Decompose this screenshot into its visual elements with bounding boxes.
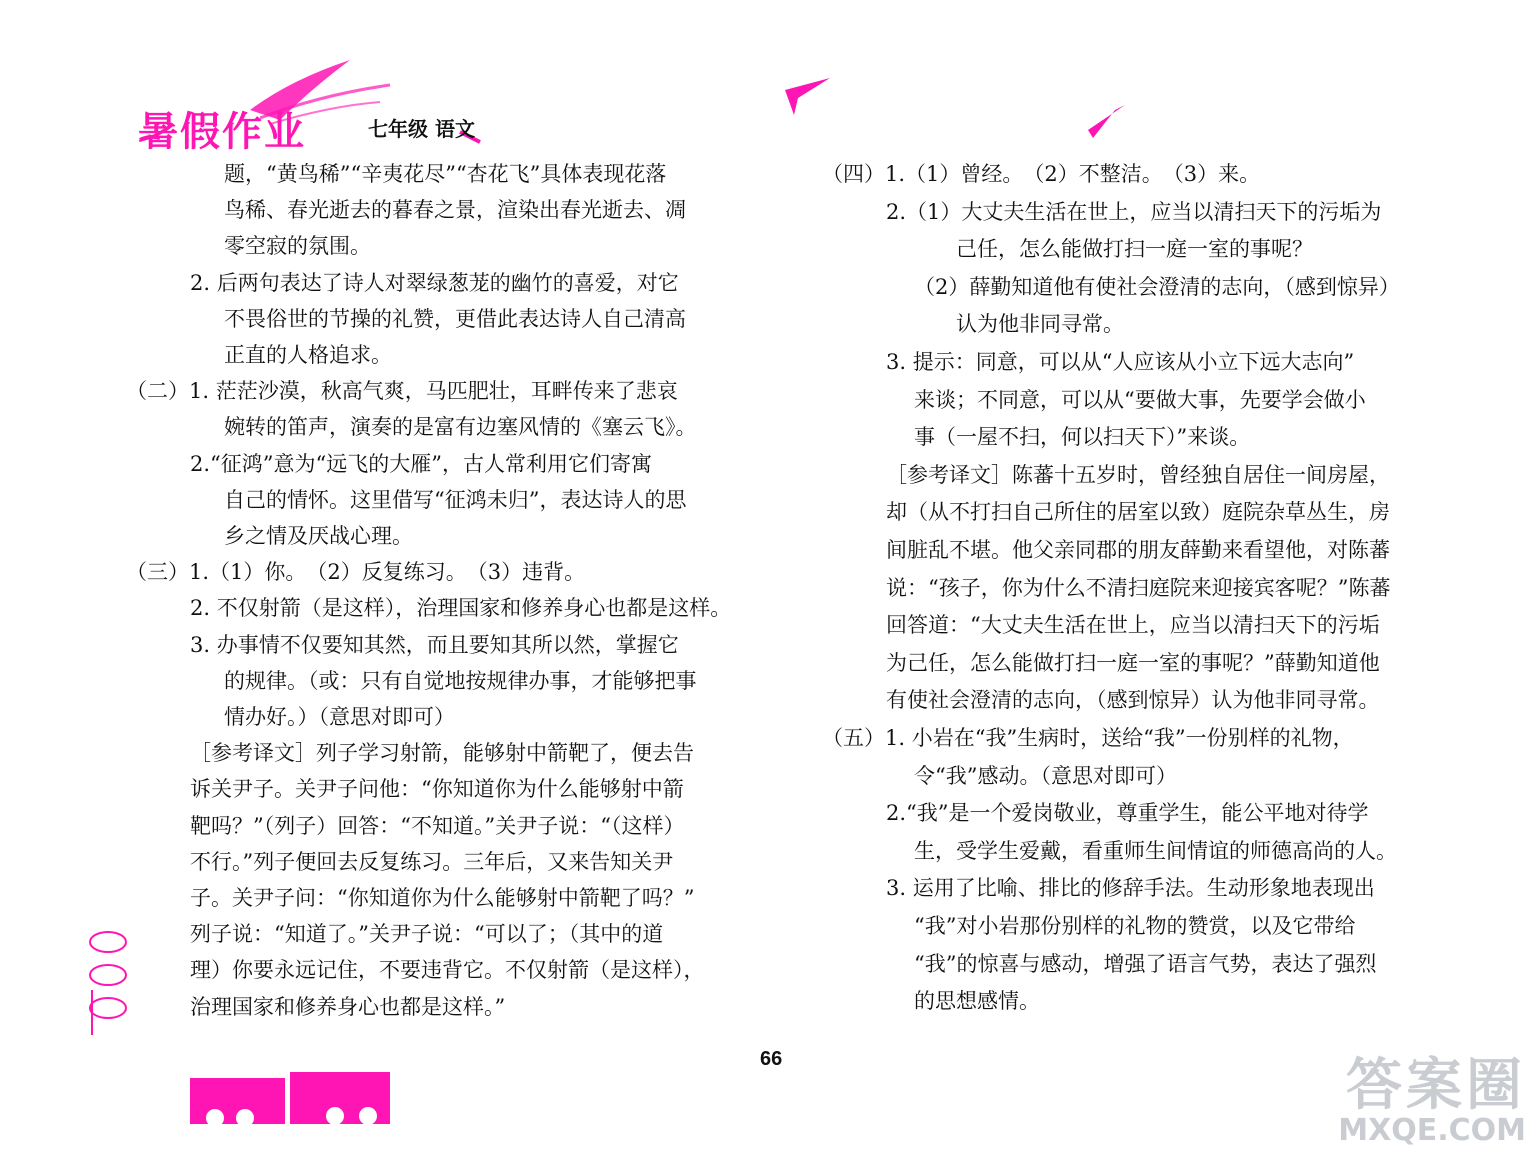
answer-line: 认为他非同寻常。: [956, 312, 1124, 337]
answer-line: 诉关尹子。关尹子问他：“你知道你为什么能够射中箭: [190, 777, 684, 802]
watermark-main: 答案圈: [1346, 1053, 1526, 1118]
answer-line: 事（一屋不扫，何以扫天下）”来谈。: [914, 425, 1251, 450]
answer-line: 己任，怎么能做打扫一庭一室的事呢？: [956, 237, 1313, 262]
answer-line: ［参考译文］列子学习射箭，能够射中箭靶了，便去告: [190, 741, 694, 766]
answer-line: 为己任，怎么能做打扫一庭一室的事呢？”薛勤知道他: [886, 650, 1380, 675]
answer-line: ［参考译文］陈蕃十五岁时，曾经独自居住一间房屋，: [886, 462, 1390, 487]
answer-line: “我”对小岩那份别样的礼物的赞赏，以及它带给: [914, 914, 1356, 938]
answer-line: 治理国家和修养身心也都是这样。”: [190, 994, 506, 1019]
answer-line: （三）1.（1）你。 （2）反复练习。 （3）违背。: [126, 560, 586, 585]
answer-line: （四）1.（1）曾经。 （2）不整洁。 （3）来。: [822, 162, 1261, 186]
answer-line: 说：“孩子，你为什么不清扫庭院来迎接宾客呢？”陈蕃: [886, 575, 1391, 600]
page-number: 66: [760, 1048, 783, 1070]
answer-line: 令“我”感动。（意思对即可）: [914, 763, 1177, 788]
answer-line: 不畏俗世的节操的礼赞，更借此表达诗人自己清高: [224, 306, 686, 331]
answer-line: 的思想感情。: [914, 989, 1040, 1014]
answer-line: 的规律。（或：只有自觉地按规律办事，才能够把事: [224, 668, 697, 693]
answer-line: 回答道：“大丈夫生活在世上，应当以清扫天下的污垢: [886, 613, 1380, 638]
answer-line: 列子说：“知道了。”关尹子说：“可以了；（其中的道: [190, 922, 664, 947]
answer-line: （五）1. 小岩在“我”生病时，送给“我”一份别样的礼物，: [822, 726, 1354, 750]
answer-line: 生，受学生爱戴，看重师生间情谊的师德高尚的人。: [914, 838, 1397, 863]
answer-line: 2.“征鸿”意为“远飞的大雁”，古人常利用它们寄寓: [190, 451, 652, 476]
answer-line: 婉转的笛声，演奏的是富有边塞风情的《塞云飞》。: [224, 415, 697, 440]
answer-line: 正直的人格追求。: [224, 343, 392, 367]
answer-line: 乡之情及厌战心理。: [224, 524, 413, 548]
pink-pen-stroke-decoration: [1085, 100, 1135, 140]
answer-line: （2）薛勤知道他有使社会澄清的志向，（感到惊异）: [914, 274, 1400, 299]
watermark-sub: MXQE.COM: [1338, 1113, 1526, 1148]
answer-line: 子。关尹子问：“你知道你为什么能够射中箭靶了吗？”: [190, 886, 695, 910]
margin-rings-decoration: [82, 920, 142, 1040]
answer-line: 题，“黄鸟稀”“辛夷花尽”“杏花飞”具体表现花落: [224, 162, 667, 186]
answer-line: 自己的情怀。这里借写“征鸿未归”，表达诗人的思: [224, 487, 687, 512]
answer-line: 2.（1）大丈夫生活在世上，应当以清扫天下的污垢为: [886, 199, 1382, 224]
answer-line: 2. 后两句表达了诗人对翠绿葱茏的幽竹的喜爱，对它: [190, 270, 679, 295]
answer-line: 3. 运用了比喻、排比的修辞手法。生动形象地表现出: [886, 876, 1375, 901]
pink-pen-stroke-decoration: [780, 70, 840, 120]
answer-line: 有使社会澄清的志向，（感到惊异）认为他非同寻常。: [886, 688, 1380, 713]
brand-title: 暑假作业: [138, 109, 306, 155]
answer-line: 间脏乱不堪。他父亲同郡的朋友薛勤来看望他，对陈蕃: [886, 538, 1390, 562]
answer-line: “我”的惊喜与感动，增强了语言气势，表达了强烈: [914, 951, 1377, 976]
watermark: [1338, 1041, 1526, 1148]
answer-line: 3. 提示：同意，可以从“人应该从小立下远大志向”: [886, 350, 1355, 374]
answer-line: 靶吗？”（列子）回答：“不知道。”关尹子说：“（这样）: [190, 813, 685, 838]
answer-line: 鸟稀、春光逝去的暮春之景，渲染出春光逝去、凋: [224, 198, 686, 223]
answer-line: 2.“我”是一个爱岗敬业，尊重学生，能公平地对待学: [886, 801, 1369, 826]
answer-line: 3. 办事情不仅要知其然，而且要知其所以然，掌握它: [190, 632, 679, 657]
grade-subject-subtitle: 七年级 语文: [368, 117, 475, 141]
answer-line: 不行。”列子便回去反复练习。三年后，又来告知关尹: [190, 849, 674, 874]
footer-pink-blocks-decoration: [190, 1072, 400, 1132]
answer-line: 却（从不打扫自己所住的居室以致）庭院杂草丛生，房: [886, 500, 1390, 525]
answer-line: 理）你要永远记住，不要违背它。不仅射箭（是这样），: [190, 958, 705, 983]
answer-line: 2. 不仅射箭（是这样），治理国家和修养身心也都是这样。: [190, 596, 732, 621]
answer-line: 情办好。）（意思对即可）: [224, 705, 455, 729]
answer-line: （二）1. 茫茫沙漠，秋高气爽，马匹肥壮，耳畔传来了悲哀: [126, 379, 678, 404]
answer-line: 零空寂的氛围。: [224, 234, 371, 259]
answer-line: 来谈；不同意，可以从“要做大事，先要学会做小: [914, 387, 1366, 412]
